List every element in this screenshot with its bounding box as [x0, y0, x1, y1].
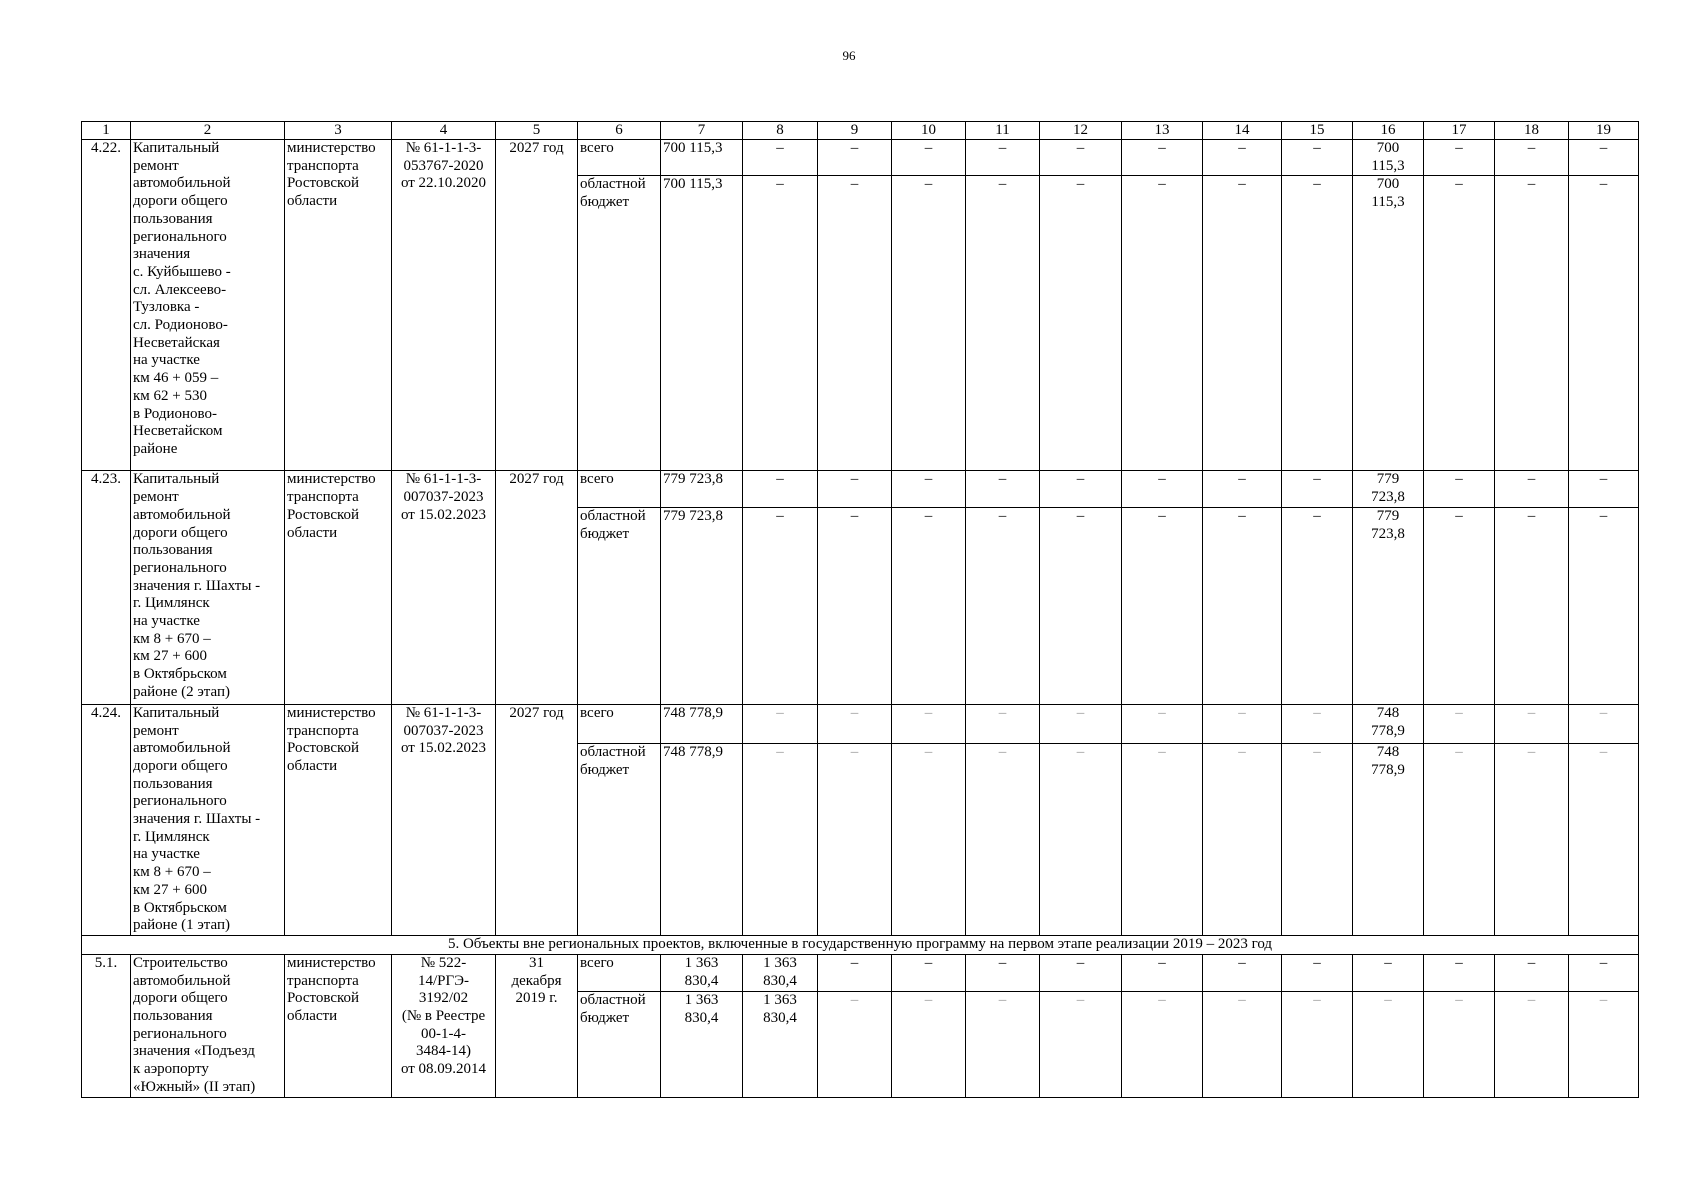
dash-cell: – [892, 176, 966, 471]
header-cell: 3 [285, 122, 392, 140]
funding-source: всего [578, 471, 661, 507]
total-amount: 779 723,8 [661, 471, 743, 507]
header-cell: 17 [1424, 122, 1495, 140]
funding-source: областной бюджет [578, 744, 661, 936]
dash-cell: – [1569, 140, 1639, 176]
header-cell: 10 [892, 122, 966, 140]
executor: министерство транспорта Ростовской области [285, 140, 392, 471]
dash-cell: – [818, 140, 892, 176]
header-cell: 8 [743, 122, 818, 140]
page-number: 96 [842, 48, 856, 63]
dash-cell: – [1122, 744, 1203, 936]
completion-year: 2027 год [496, 704, 578, 935]
header-cell: 13 [1122, 122, 1203, 140]
dash-cell: – [818, 744, 892, 936]
completion-year: 31 декабря 2019 г. [496, 954, 578, 1097]
object-name: Строительство автомобильной дороги общего пользования регионального значения «Подъезд к аэропорту «Южный» (II этап) [131, 954, 285, 1097]
header-cell: 9 [818, 122, 892, 140]
dash-cell: – [1495, 991, 1569, 1097]
budget-table [81, 121, 1639, 1098]
row-number: 4.23. [82, 471, 131, 704]
row-number: 4.24. [82, 704, 131, 935]
dash-cell: – [1424, 744, 1495, 936]
total-amount: 700 115,3 [661, 176, 743, 471]
dash-cell: – [1040, 507, 1122, 704]
dash-cell: – [1569, 744, 1639, 936]
dash-cell: – [1424, 471, 1495, 507]
section-row [82, 935, 1639, 954]
dash-cell: – [1203, 140, 1282, 176]
col16-amount: 748 778,9 [1353, 744, 1424, 936]
dash-cell: – [1569, 991, 1639, 1097]
dash-cell: – [818, 471, 892, 507]
dash-cell: – [892, 704, 966, 743]
funding-source: всего [578, 704, 661, 743]
dash-cell: – [1495, 744, 1569, 936]
dash-cell: – [892, 140, 966, 176]
executor: министерство транспорта Ростовской области [285, 471, 392, 704]
dash-cell: – [892, 991, 966, 1097]
dash-cell: – [892, 471, 966, 507]
header-row [82, 122, 1639, 140]
dash-cell: – [1282, 471, 1353, 507]
table-row [82, 471, 1639, 507]
total-amount: 1 363 830,4 [661, 991, 743, 1097]
completion-year: 2027 год [496, 140, 578, 471]
header-cell: 5 [496, 122, 578, 140]
dash-cell: – [1282, 176, 1353, 471]
dash-cell: – [1424, 704, 1495, 743]
dash-cell: – [1040, 991, 1122, 1097]
header-cell: 4 [392, 122, 496, 140]
dash-cell: – [1569, 471, 1639, 507]
dash-cell: – [966, 704, 1040, 743]
header-cell: 16 [1353, 122, 1424, 140]
dash-cell: – [892, 507, 966, 704]
dash-cell: – [1282, 704, 1353, 743]
dash-cell: – [966, 991, 1040, 1097]
header-cell: 14 [1203, 122, 1282, 140]
dash-cell: – [1122, 176, 1203, 471]
row-number: 5.1. [82, 954, 131, 1097]
dash-cell: – [1122, 954, 1203, 991]
funding-source: областной бюджет [578, 991, 661, 1097]
dash-cell: – [818, 507, 892, 704]
header-cell: 18 [1495, 122, 1569, 140]
table-row [82, 954, 1639, 991]
document-ref: № 522- 14/РГЭ- 3192/02 (№ в Реестре 00-1-4- 3484-14) от 08.09.2014 [392, 954, 496, 1097]
dash-cell: – [1040, 954, 1122, 991]
dash-cell: – [892, 954, 966, 991]
dash-cell: – [1203, 954, 1282, 991]
funding-source: областной бюджет [578, 176, 661, 471]
col16-amount: 779 723,8 [1353, 507, 1424, 704]
dash-cell: – [1122, 471, 1203, 507]
header-cell: 15 [1282, 122, 1353, 140]
dash-cell: – [966, 140, 1040, 176]
table-row [82, 140, 1639, 176]
dash-cell: – [966, 744, 1040, 936]
dash-cell: – [743, 704, 818, 743]
section-title: 5. Объекты вне региональных проектов, включенные в государственную программу на первом этапе реализации 2019 – 2023 год [82, 935, 1639, 954]
total-amount: 748 778,9 [661, 744, 743, 936]
dash-cell: – [1203, 744, 1282, 936]
header-cell: 1 [82, 122, 131, 140]
row-number: 4.22. [82, 140, 131, 471]
dash-cell: – [1353, 954, 1424, 991]
dash-cell: – [1424, 140, 1495, 176]
dash-cell: – [1569, 176, 1639, 471]
col8-amount: 1 363 830,4 [743, 991, 818, 1097]
dash-cell: – [1282, 991, 1353, 1097]
funding-source: всего [578, 954, 661, 991]
total-amount: 700 115,3 [661, 140, 743, 176]
object-name: Капитальный ремонт автомобильной дороги общего пользования регионального значения г. Шахты - г. Цимлянск на участке км 8 + 670 – км 27 + 600 в Октябрьском районе (2 этап) [131, 471, 285, 704]
dash-cell: – [818, 954, 892, 991]
dash-cell: – [1424, 507, 1495, 704]
dash-cell: – [743, 744, 818, 936]
dash-cell: – [1122, 991, 1203, 1097]
dash-cell: – [1569, 704, 1639, 743]
col16-amount: 700 115,3 [1353, 140, 1424, 176]
dash-cell: – [1495, 471, 1569, 507]
dash-cell: – [1495, 507, 1569, 704]
dash-cell: – [818, 704, 892, 743]
total-amount: 748 778,9 [661, 704, 743, 743]
total-amount: 1 363 830,4 [661, 954, 743, 991]
object-name: Капитальный ремонт автомобильной дороги общего пользования регионального значения с. Куйбышево - сл. Алексеево- Тузловка - сл. Родионово- Несветайская на участке км 46 + 059 – км 62 + 530 в Родионово- Несветайском районе [131, 140, 285, 471]
dash-cell: – [818, 176, 892, 471]
dash-cell: – [1424, 954, 1495, 991]
dash-cell: – [1040, 744, 1122, 936]
col16-amount: 779 723,8 [1353, 471, 1424, 507]
funding-source: областной бюджет [578, 507, 661, 704]
dash-cell: – [743, 507, 818, 704]
header-cell: 6 [578, 122, 661, 140]
header-cell: 7 [661, 122, 743, 140]
dash-cell: – [1040, 176, 1122, 471]
dash-cell: – [1424, 991, 1495, 1097]
table-row [82, 704, 1639, 743]
dash-cell: – [1495, 704, 1569, 743]
dash-cell: – [1569, 954, 1639, 991]
header-cell: 19 [1569, 122, 1639, 140]
dash-cell: – [1122, 507, 1203, 704]
dash-cell: – [1040, 471, 1122, 507]
col8-amount: 1 363 830,4 [743, 954, 818, 991]
dash-cell: – [1282, 744, 1353, 936]
dash-cell: – [1122, 704, 1203, 743]
dash-cell: – [966, 471, 1040, 507]
completion-year: 2027 год [496, 471, 578, 704]
dash-cell: – [1203, 507, 1282, 704]
dash-cell: – [892, 744, 966, 936]
dash-cell: – [1040, 704, 1122, 743]
dash-cell: – [743, 176, 818, 471]
dash-cell: – [966, 954, 1040, 991]
dash-cell: – [1203, 471, 1282, 507]
total-amount: 779 723,8 [661, 507, 743, 704]
dash-cell: – [1353, 991, 1424, 1097]
executor: министерство транспорта Ростовской области [285, 954, 392, 1097]
dash-cell: – [743, 140, 818, 176]
dash-cell: – [1495, 176, 1569, 471]
dash-cell: – [1203, 704, 1282, 743]
col16-amount: 748 778,9 [1353, 704, 1424, 743]
dash-cell: – [1203, 991, 1282, 1097]
dash-cell: – [1122, 140, 1203, 176]
dash-cell: – [1495, 140, 1569, 176]
object-name: Капитальный ремонт автомобильной дороги общего пользования регионального значения г. Шахты - г. Цимлянск на участке км 8 + 670 – км 27 + 600 в Октябрьском районе (1 этап) [131, 704, 285, 935]
col16-amount: 700 115,3 [1353, 176, 1424, 471]
executor: министерство транспорта Ростовской области [285, 704, 392, 935]
dash-cell: – [743, 471, 818, 507]
dash-cell: – [1282, 140, 1353, 176]
header-cell: 12 [1040, 122, 1122, 140]
dash-cell: – [966, 176, 1040, 471]
dash-cell: – [1040, 140, 1122, 176]
dash-cell: – [1569, 507, 1639, 704]
header-cell: 11 [966, 122, 1040, 140]
header-cell: 2 [131, 122, 285, 140]
dash-cell: – [1282, 954, 1353, 991]
document-ref: № 61-1-1-3- 007037-2023 от 15.02.2023 [392, 471, 496, 704]
dash-cell: – [1495, 954, 1569, 991]
dash-cell: – [966, 507, 1040, 704]
funding-source: всего [578, 140, 661, 176]
dash-cell: – [818, 991, 892, 1097]
dash-cell: – [1203, 176, 1282, 471]
dash-cell: – [1282, 507, 1353, 704]
document-ref: № 61-1-1-3- 053767-2020 от 22.10.2020 [392, 140, 496, 471]
document-ref: № 61-1-1-3- 007037-2023 от 15.02.2023 [392, 704, 496, 935]
dash-cell: – [1424, 176, 1495, 471]
